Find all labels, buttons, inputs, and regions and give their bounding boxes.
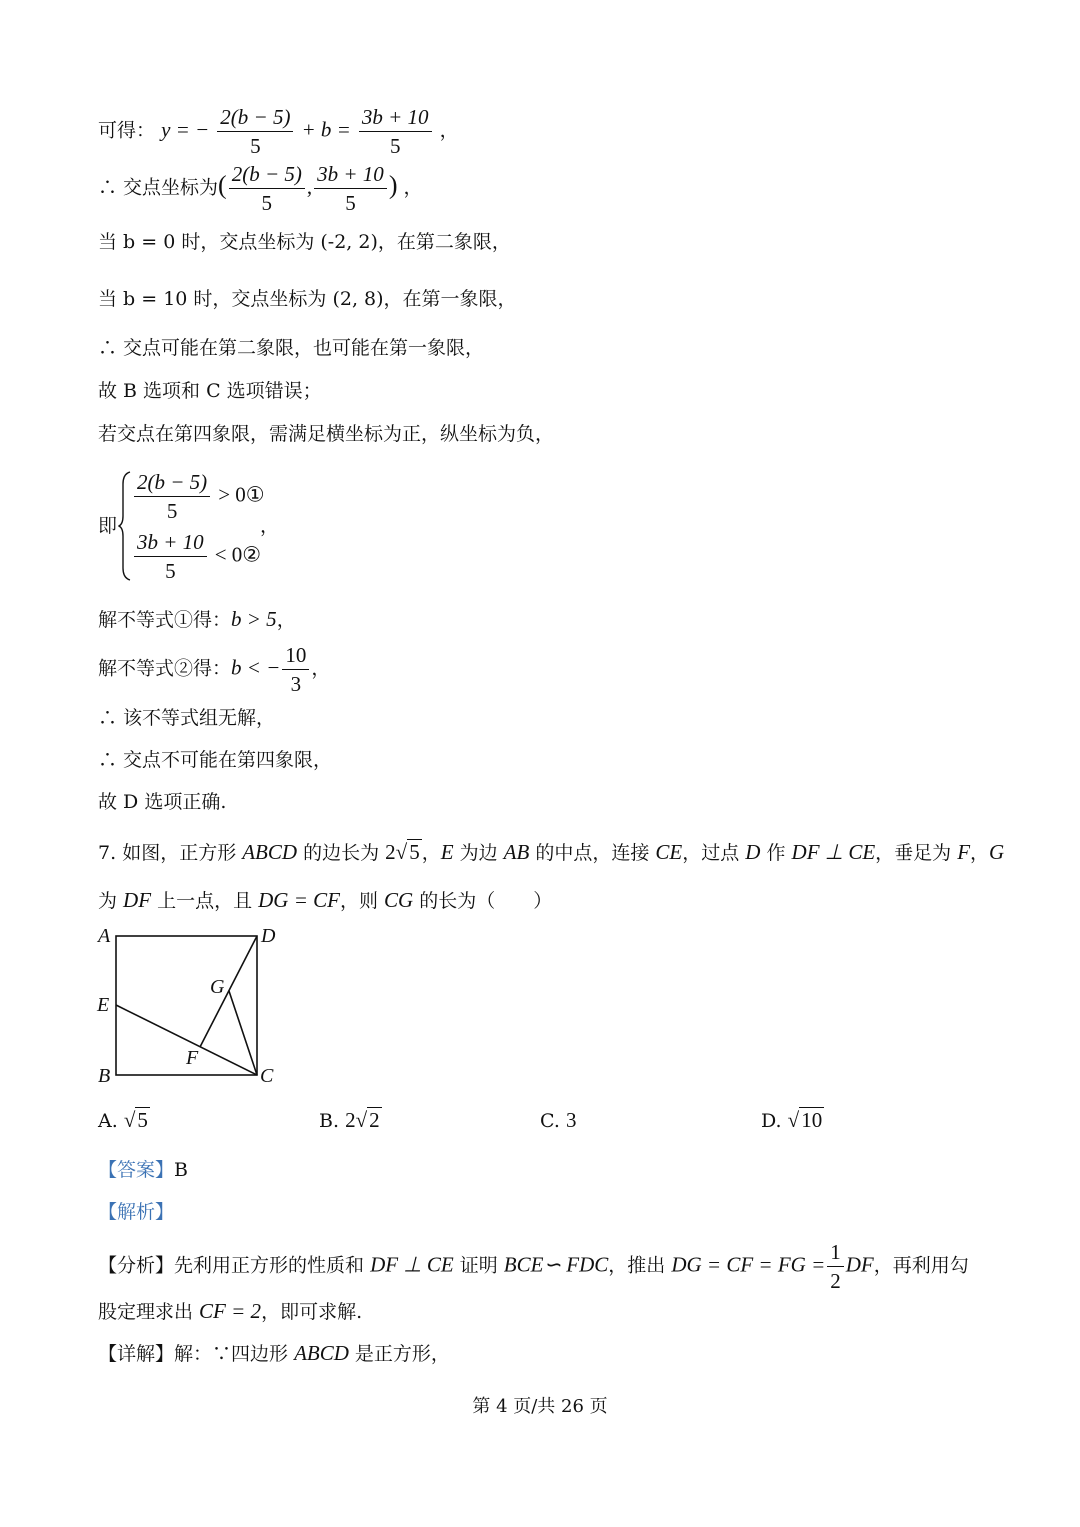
- text: ，: [439, 119, 459, 142]
- numerator: 3b + 10: [314, 160, 387, 189]
- math: b > 5: [231, 607, 277, 631]
- radicand: 5: [409, 840, 420, 864]
- line-d-correct: 故 D 选项正确.: [98, 791, 227, 813]
- math: CE: [655, 840, 683, 864]
- line-solve2: [98, 641, 330, 698]
- line-substitution: [98, 103, 459, 160]
- fraction: [134, 468, 210, 525]
- text: 的中点，连接: [529, 842, 656, 864]
- text: ，再利用勾: [873, 1254, 969, 1277]
- line-fourth-quadrant: 若交点在第四象限，需满足横坐标为正，纵坐标为负，: [98, 423, 555, 445]
- fraction: [217, 103, 293, 160]
- answer-value: B: [174, 1159, 188, 1181]
- fraction: [282, 641, 309, 698]
- math: CF = 2: [199, 1299, 262, 1323]
- text: 证明: [453, 1254, 504, 1277]
- text: 如图，正方形: [122, 842, 243, 864]
- option-d[interactable]: [761, 1108, 824, 1133]
- denominator: 5: [166, 499, 178, 523]
- fraction: [827, 1238, 844, 1295]
- text: 解不等式①得：: [98, 609, 232, 631]
- fraction: [314, 160, 387, 217]
- math: BCE∽ FDC: [503, 1252, 609, 1277]
- system-prefix: 即: [98, 515, 118, 537]
- text: 先利用正方形的性质和: [174, 1254, 371, 1277]
- math: + b =: [301, 117, 351, 142]
- label-c: C: [260, 1065, 274, 1087]
- numerator: 1: [827, 1238, 844, 1267]
- denominator: 3: [290, 672, 302, 696]
- text: ，垂足为: [875, 842, 958, 864]
- text: 上一点，且: [151, 890, 259, 912]
- page-footer: 第 4 页/共 26 页: [472, 1396, 608, 1417]
- label-b: B: [98, 1065, 111, 1087]
- line-b10: 当 b = 10 时，交点坐标为 (2, 8)，在第一象限，: [98, 288, 517, 310]
- text: 股定理求出: [98, 1301, 200, 1323]
- math: DF ⊥ CE: [791, 840, 876, 864]
- math: D: [745, 840, 761, 864]
- text: ，即可求解.: [261, 1301, 363, 1323]
- math: AB: [503, 840, 530, 864]
- sqrt-expression: √10: [787, 1108, 823, 1132]
- label-a: A: [98, 925, 111, 947]
- text: ∴ 交点坐标为: [98, 176, 219, 199]
- paren: (: [218, 170, 227, 200]
- question-7-line1: [98, 839, 1004, 866]
- question-number: 7.: [98, 842, 117, 864]
- numerator: 3b + 10: [134, 528, 207, 557]
- text: ，: [276, 609, 296, 631]
- numerator: 10: [282, 641, 309, 670]
- system-row-1: [132, 468, 265, 525]
- math: y = −: [161, 117, 210, 142]
- line-solve1: [98, 606, 296, 633]
- line-not-fourth: ∴ 交点不可能在第四象限，: [98, 749, 333, 771]
- line-intersection: [98, 160, 423, 217]
- option-value: 3: [565, 1108, 577, 1132]
- option-label: D.: [761, 1110, 782, 1132]
- text: 可得：: [98, 119, 156, 142]
- system-row-2: [132, 528, 261, 585]
- left-brace: [118, 470, 132, 582]
- text: ，: [311, 657, 331, 680]
- denominator: 2: [830, 1269, 841, 1293]
- denominator: 5: [250, 134, 261, 158]
- math: DF ⊥ CE: [370, 1252, 454, 1277]
- analysis-line1: [98, 1238, 969, 1295]
- text: 的长为（ ）: [413, 890, 553, 912]
- question-7-line2: [98, 887, 552, 914]
- label-d: D: [261, 925, 276, 947]
- denominator: 5: [345, 191, 356, 215]
- fraction: [134, 528, 207, 585]
- text: ，过点: [682, 842, 746, 864]
- denominator: 5: [165, 559, 176, 583]
- math: b < −: [231, 655, 281, 680]
- line-b0: 当 b = 0 时，交点坐标为 (-2, 2)，在第二象限，: [98, 231, 511, 253]
- option-c[interactable]: [540, 1108, 576, 1133]
- math: DF: [123, 888, 152, 912]
- denominator: 5: [261, 191, 273, 215]
- coef: 2: [385, 840, 396, 864]
- square-figure: [90, 920, 290, 1095]
- text: ，推出: [608, 1254, 672, 1277]
- analysis-tag: 【解析】: [98, 1201, 175, 1223]
- sqrt-expression: 2√2: [345, 1108, 380, 1132]
- numerator: 3b + 10: [359, 103, 432, 132]
- system-end: ，: [260, 515, 280, 537]
- denominator: 5: [389, 134, 401, 158]
- math: CG: [384, 888, 414, 912]
- text: ，则: [339, 890, 385, 912]
- text: ，: [421, 842, 441, 864]
- label-f: F: [186, 1047, 199, 1069]
- math: DG = CF: [258, 888, 340, 912]
- text: 的边长为: [297, 842, 386, 864]
- radicand: 2: [369, 1108, 380, 1132]
- comma: ,: [306, 174, 313, 199]
- numerator: 2(b − 5): [217, 103, 293, 132]
- text: 作: [760, 842, 792, 864]
- option-label: B.: [319, 1110, 340, 1132]
- line-options-wrong: 故 B 选项和 C 选项错误；: [98, 380, 322, 402]
- answer-tag: 【答案】: [98, 1159, 175, 1181]
- math: DF: [845, 1252, 874, 1277]
- sqrt-expression: √5: [123, 1108, 148, 1132]
- fenxi-tag: 【分析】: [98, 1254, 175, 1277]
- text: 为边: [453, 842, 504, 864]
- inequality-tail: < 0②: [214, 542, 262, 567]
- text: ，: [403, 176, 423, 199]
- math: F: [957, 840, 971, 864]
- math: E: [440, 840, 454, 864]
- text: 是正方形，: [348, 1343, 450, 1365]
- text: 解不等式②得：: [98, 657, 232, 680]
- radicand: 5: [137, 1108, 148, 1132]
- option-label: C.: [540, 1110, 560, 1132]
- text: 为: [98, 890, 124, 912]
- line-conclusion1: ∴ 交点可能在第二象限，也可能在第一象限，: [98, 337, 485, 359]
- option-a[interactable]: [98, 1108, 150, 1133]
- text: ，: [970, 842, 990, 864]
- math: G: [989, 840, 1005, 864]
- math: ABCD: [294, 1341, 349, 1365]
- coef: 2: [345, 1108, 356, 1132]
- fraction: [359, 103, 432, 160]
- detail-line: [98, 1340, 450, 1367]
- sqrt-expression: 2√5: [385, 840, 420, 864]
- math: DG = CF = FG =: [671, 1252, 826, 1277]
- numerator: 2(b − 5): [134, 468, 210, 497]
- label-g: G: [210, 976, 225, 998]
- radicand: 10: [801, 1108, 823, 1132]
- label-e: E: [97, 994, 110, 1016]
- option-label: A.: [98, 1110, 118, 1132]
- text: 解：∵四边形: [174, 1343, 295, 1365]
- inequality-tail: > 0①: [218, 482, 265, 507]
- line-no-solution: ∴ 该不等式组无解，: [98, 707, 276, 729]
- numerator: 2(b − 5): [229, 160, 305, 189]
- answer-line: [98, 1157, 188, 1183]
- option-b[interactable]: [319, 1108, 382, 1133]
- paren: ): [388, 170, 398, 200]
- detail-tag: 【详解】: [98, 1343, 175, 1365]
- analysis-line2: [98, 1298, 362, 1325]
- fraction: [229, 160, 305, 217]
- math: ABCD: [242, 840, 298, 864]
